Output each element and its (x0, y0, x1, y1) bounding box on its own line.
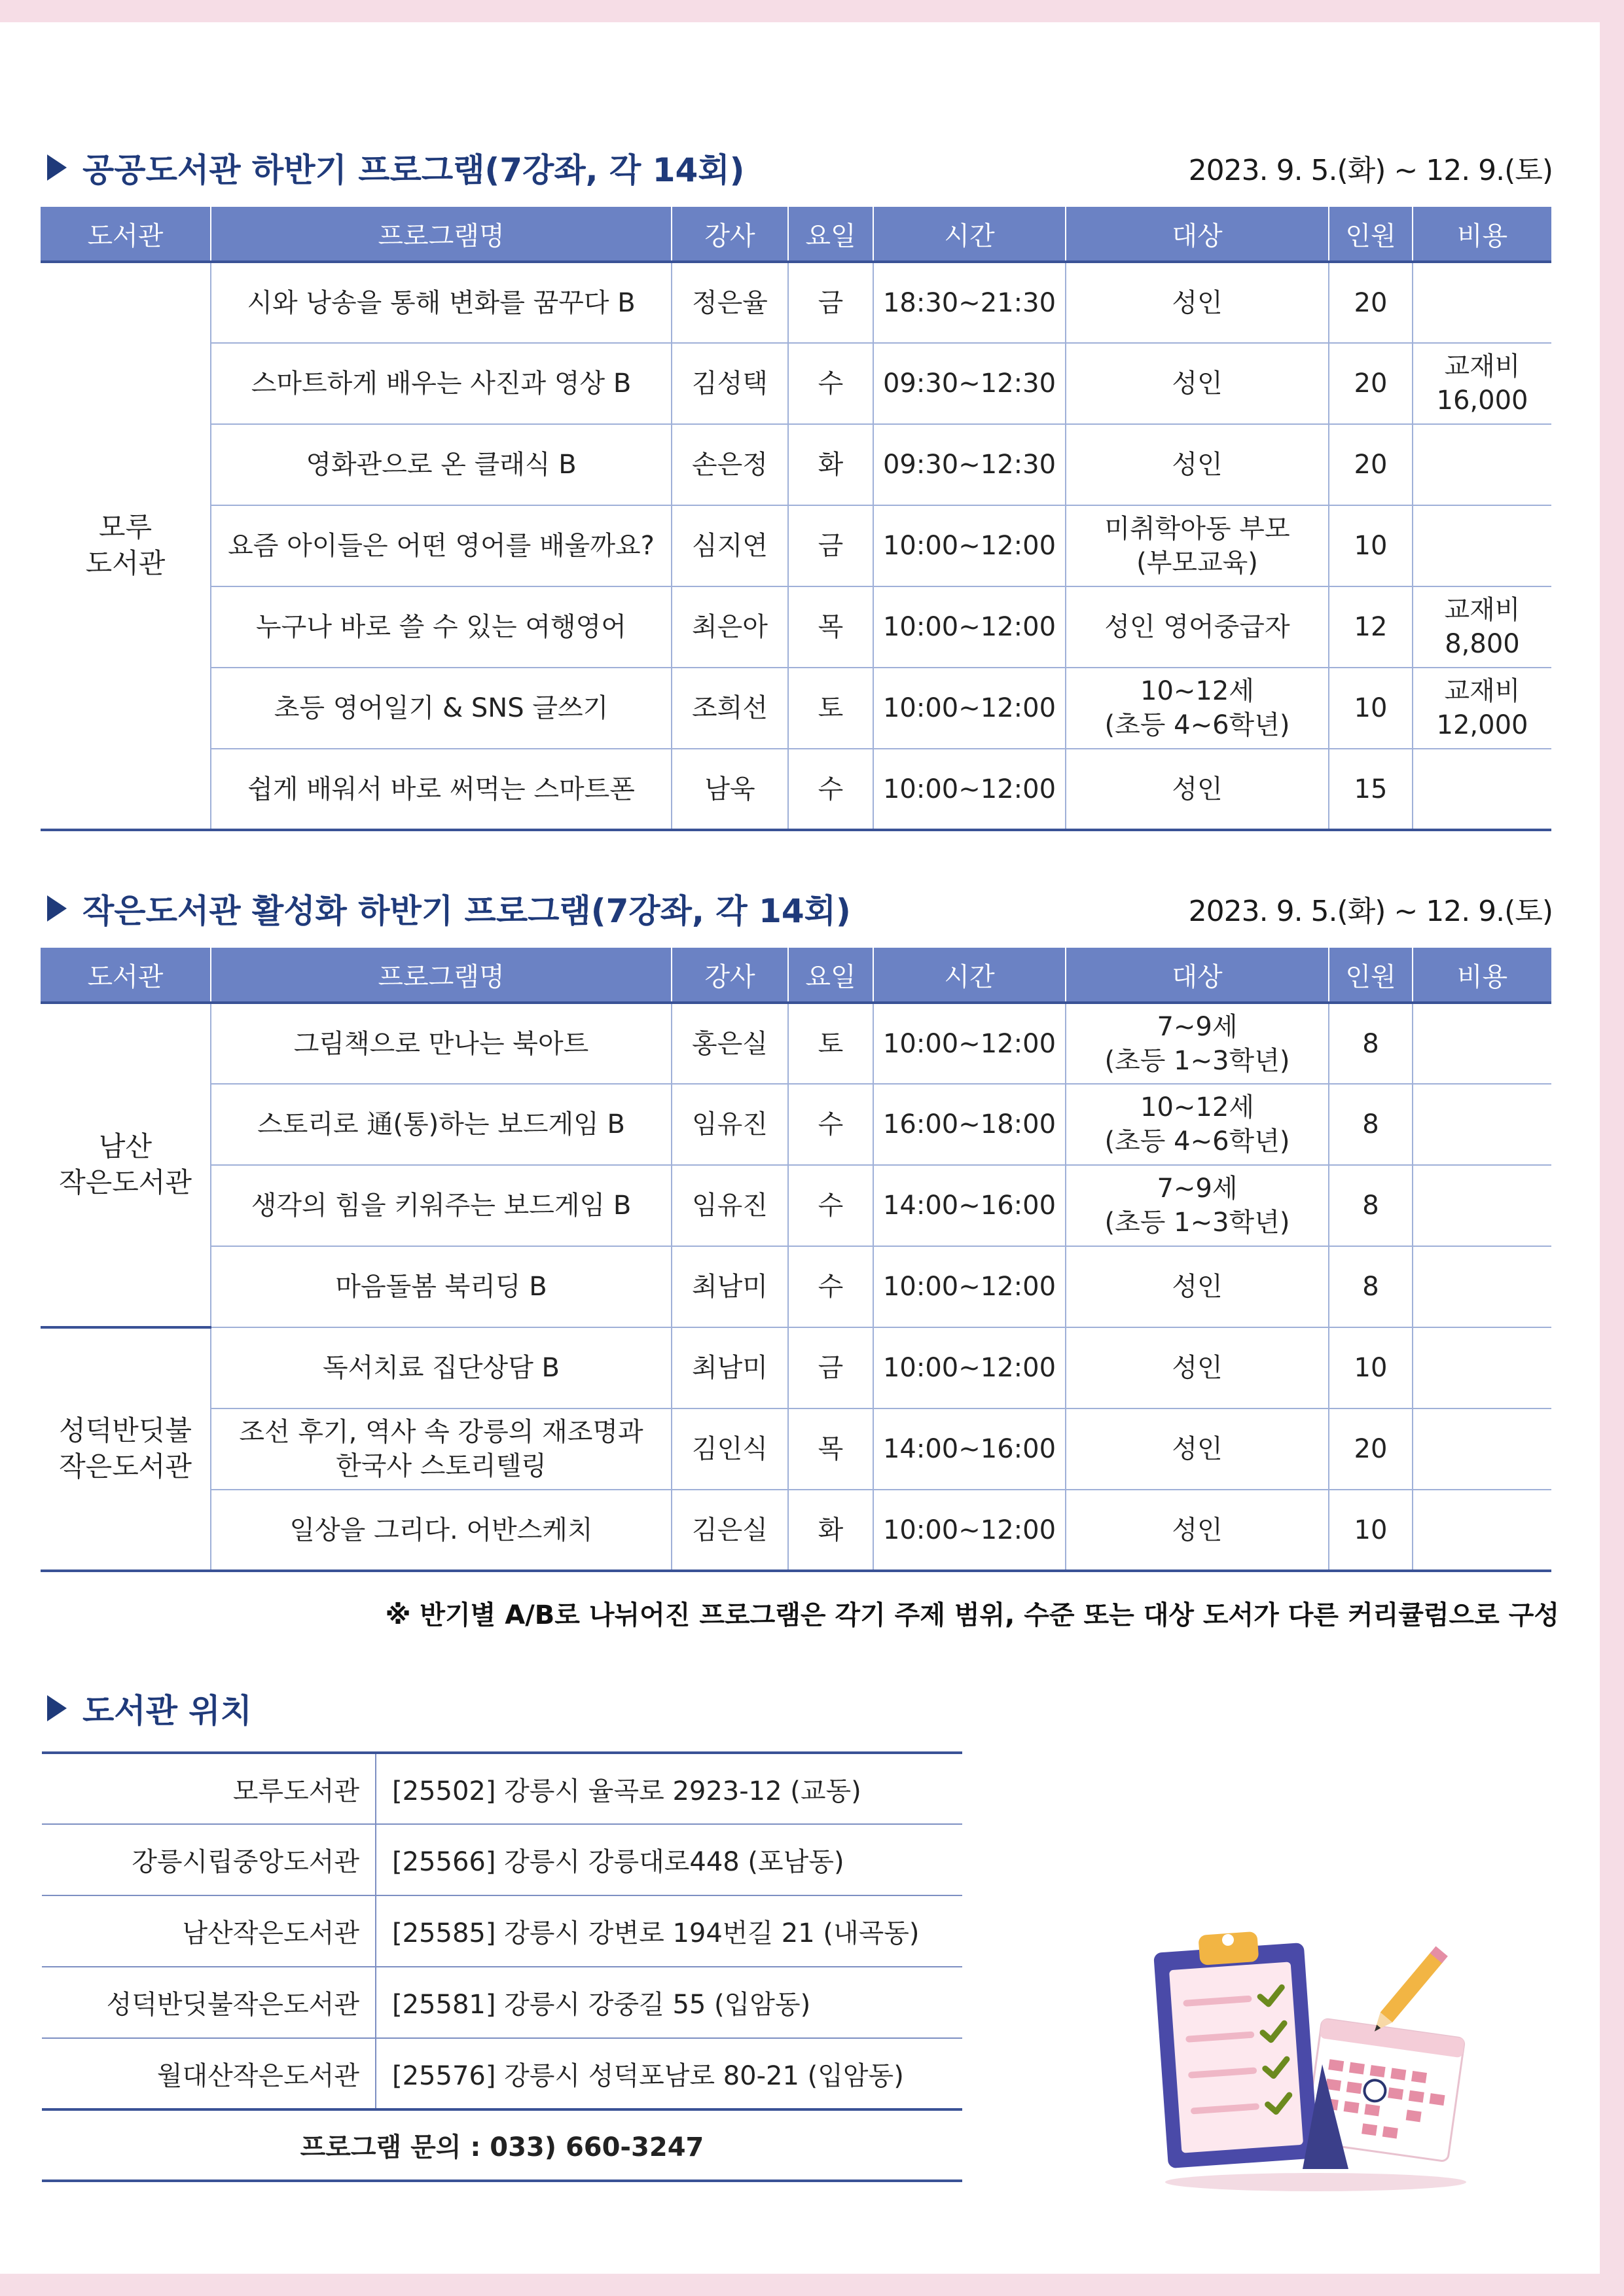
time: 10:00~12:00 (873, 1003, 1066, 1084)
headcount: 15 (1329, 749, 1413, 830)
location-library-name: 월대산작은도서관 (42, 2038, 376, 2109)
target: 성인 (1066, 1246, 1329, 1327)
time: 10:00~12:00 (873, 1490, 1066, 1571)
table-row (41, 749, 1551, 830)
time: 14:00~16:00 (873, 1408, 1066, 1490)
instructor: 임유진 (672, 1165, 788, 1246)
instructor: 홍은실 (672, 1003, 788, 1084)
triangle-bullet-icon (47, 895, 67, 922)
time: 09:30~12:30 (873, 424, 1066, 505)
contact-phone: 프로그램 문의 : 033) 660-3247 (42, 2109, 962, 2181)
instructor: 심지연 (672, 505, 788, 586)
cost (1413, 424, 1551, 505)
header-count: 인원 (1329, 207, 1413, 262)
table-row (41, 424, 1551, 505)
cost (1413, 1408, 1551, 1490)
program-name: 생각의 힘을 키워주는 보드게임 B (211, 1165, 672, 1246)
program-table-small (41, 948, 1551, 1572)
target: 성인 (1066, 1408, 1329, 1490)
cost (1413, 505, 1551, 586)
program-name: 초등 영어일기 & SNS 글쓰기 (211, 668, 672, 749)
target: 성인 (1066, 262, 1329, 343)
time: 10:00~12:00 (873, 668, 1066, 749)
headcount: 8 (1329, 1165, 1413, 1246)
program-table-public (41, 207, 1551, 831)
day: 수 (788, 343, 873, 424)
location-address: [25576] 강릉시 성덕포남로 80-21 (입암동) (376, 2038, 962, 2109)
header-target: 대상 (1066, 207, 1329, 262)
target: 성인 (1066, 1490, 1329, 1571)
header-count: 인원 (1329, 948, 1413, 1003)
program-name: 스마트하게 배우는 사진과 영상 B (211, 343, 672, 424)
cost (1413, 262, 1551, 343)
cost (1413, 1084, 1551, 1165)
headcount: 10 (1329, 1490, 1413, 1571)
time: 10:00~12:00 (873, 1246, 1066, 1327)
table-row (41, 1084, 1551, 1165)
section-1-title-text: 공공도서관 하반기 프로그램(7강좌, 각 14회) (82, 151, 745, 189)
cost: 교재비 8,800 (1413, 586, 1551, 668)
cost (1413, 1490, 1551, 1571)
table-row (41, 1003, 1551, 1084)
program-name: 마음돌봄 북리딩 B (211, 1246, 672, 1327)
table-row (41, 505, 1551, 586)
section-1-header (47, 141, 1553, 194)
headcount: 10 (1329, 505, 1413, 586)
time: 18:30~21:30 (873, 262, 1066, 343)
contact-row (42, 2109, 962, 2181)
triangle-bullet-icon (47, 1695, 67, 1721)
table-row (41, 586, 1551, 668)
target: 10~12세 (초등 4~6학년) (1066, 668, 1329, 749)
program-name: 일상을 그리다. 어반스케치 (211, 1490, 672, 1571)
section-2-date: 2023. 9. 5.(화) ~ 12. 9.(토) (1188, 895, 1553, 928)
header-day: 요일 (788, 948, 873, 1003)
program-name: 조선 후기, 역사 속 강릉의 재조명과 한국사 스토리텔링 (211, 1408, 672, 1490)
table-row (41, 668, 1551, 749)
table-header-row (41, 207, 1551, 262)
headcount: 20 (1329, 1408, 1413, 1490)
day: 목 (788, 1408, 873, 1490)
section-2-header (47, 882, 1553, 935)
instructor: 손은정 (672, 424, 788, 505)
day: 수 (788, 1165, 873, 1246)
page (0, 22, 1600, 2274)
location-header (47, 1682, 964, 1734)
instructor: 김은실 (672, 1490, 788, 1571)
location-row (42, 1967, 962, 2038)
instructor: 최은아 (672, 586, 788, 668)
header-time: 시간 (873, 207, 1066, 262)
day: 토 (788, 1003, 873, 1084)
target: 10~12세 (초등 4~6학년) (1066, 1084, 1329, 1165)
headcount: 20 (1329, 343, 1413, 424)
target: 성인 (1066, 1327, 1329, 1408)
section-1-title (47, 144, 745, 191)
location-address: [25502] 강릉시 율곡로 2923-12 (교동) (376, 1753, 962, 1824)
headcount: 12 (1329, 586, 1413, 668)
time: 10:00~12:00 (873, 749, 1066, 830)
header-cost: 비용 (1413, 948, 1551, 1003)
location-address: [25585] 강릉시 강변로 194번길 21 (내곡동) (376, 1895, 962, 1967)
program-name: 영화관으로 온 클래식 B (211, 424, 672, 505)
program-name: 요즘 아이들은 어떤 영어를 배울까요? (211, 505, 672, 586)
table-row (41, 1490, 1551, 1571)
header-library: 도서관 (41, 948, 211, 1003)
table-header-row (41, 948, 1551, 1003)
clipboard-checklist-icon (1126, 1920, 1492, 2195)
headcount: 20 (1329, 262, 1413, 343)
header-library: 도서관 (41, 207, 211, 262)
section-2-title-text: 작은도서관 활성화 하반기 프로그램(7강좌, 각 14회) (82, 892, 851, 930)
cost (1413, 1327, 1551, 1408)
target: 성인 (1066, 424, 1329, 505)
location-row (42, 2038, 962, 2109)
headcount: 8 (1329, 1084, 1413, 1165)
location-library-name: 남산작은도서관 (42, 1895, 376, 1967)
location-address: [25566] 강릉시 강릉대로448 (포남동) (376, 1824, 962, 1895)
instructor: 조희선 (672, 668, 788, 749)
day: 수 (788, 1246, 873, 1327)
day: 목 (788, 586, 873, 668)
target: 성인 (1066, 749, 1329, 830)
triangle-bullet-icon (47, 154, 67, 181)
target: 7~9세 (초등 1~3학년) (1066, 1003, 1329, 1084)
header-instructor: 강사 (672, 948, 788, 1003)
ab-note: ※ 반기별 A/B로 나뉘어진 프로그램은 각기 주제 범위, 수준 또는 대상 도서가 다른 커리큘럼으로 구성 (385, 1600, 1559, 1630)
section-1-date: 2023. 9. 5.(화) ~ 12. 9.(토) (1188, 154, 1553, 187)
location-library-name: 성덕반딧불작은도서관 (42, 1967, 376, 2038)
location-library-name: 모루도서관 (42, 1753, 376, 1824)
header-day: 요일 (788, 207, 873, 262)
program-name: 쉽게 배워서 바로 써먹는 스마트폰 (211, 749, 672, 830)
instructor: 임유진 (672, 1084, 788, 1165)
time: 10:00~12:00 (873, 505, 1066, 586)
cost (1413, 1003, 1551, 1084)
instructor: 최남미 (672, 1327, 788, 1408)
instructor: 정은율 (672, 262, 788, 343)
instructor: 김인식 (672, 1408, 788, 1490)
target: 성인 영어중급자 (1066, 586, 1329, 668)
day: 수 (788, 1084, 873, 1165)
headcount: 10 (1329, 1327, 1413, 1408)
instructor: 김성택 (672, 343, 788, 424)
target: 7~9세 (초등 1~3학년) (1066, 1165, 1329, 1246)
table-row (41, 343, 1551, 424)
header-program: 프로그램명 (211, 207, 672, 262)
time: 14:00~16:00 (873, 1165, 1066, 1246)
location-title (47, 1685, 252, 1732)
table-row (41, 1246, 1551, 1327)
library-name: 모루 도서관 (41, 262, 211, 830)
day: 금 (788, 1327, 873, 1408)
time: 09:30~12:30 (873, 343, 1066, 424)
table-row (41, 1165, 1551, 1246)
cost (1413, 1165, 1551, 1246)
program-name: 시와 낭송을 통해 변화를 꿈꾸다 B (211, 262, 672, 343)
header-cost: 비용 (1413, 207, 1551, 262)
program-name: 누구나 바로 쓸 수 있는 여행영어 (211, 586, 672, 668)
cost (1413, 1246, 1551, 1327)
program-name: 독서치료 집단상담 B (211, 1327, 672, 1408)
header-instructor: 강사 (672, 207, 788, 262)
program-name: 스토리로 通(통)하는 보드게임 B (211, 1084, 672, 1165)
cost: 교재비 16,000 (1413, 343, 1551, 424)
location-row (42, 1753, 962, 1824)
headcount: 10 (1329, 668, 1413, 749)
day: 화 (788, 1490, 873, 1571)
instructor: 최남미 (672, 1246, 788, 1327)
location-table (42, 1751, 962, 2182)
day: 화 (788, 424, 873, 505)
library-name: 남산 작은도서관 (41, 1003, 211, 1327)
header-program: 프로그램명 (211, 948, 672, 1003)
headcount: 8 (1329, 1246, 1413, 1327)
section-2-title (47, 885, 851, 932)
table-row (41, 1408, 1551, 1490)
time: 10:00~12:00 (873, 586, 1066, 668)
header-target: 대상 (1066, 948, 1329, 1003)
target: 미취학아동 부모 (부모교육) (1066, 505, 1329, 586)
table-row (41, 1327, 1551, 1408)
day: 금 (788, 262, 873, 343)
time: 10:00~12:00 (873, 1327, 1066, 1408)
time: 16:00~18:00 (873, 1084, 1066, 1165)
program-name: 그림책으로 만나는 북아트 (211, 1003, 672, 1084)
cost: 교재비 12,000 (1413, 668, 1551, 749)
day: 금 (788, 505, 873, 586)
library-name: 성덕반딧불 작은도서관 (41, 1327, 211, 1571)
header-time: 시간 (873, 948, 1066, 1003)
instructor: 남욱 (672, 749, 788, 830)
table-row (41, 262, 1551, 343)
headcount: 20 (1329, 424, 1413, 505)
location-library-name: 강릉시립중앙도서관 (42, 1824, 376, 1895)
location-row (42, 1824, 962, 1895)
target: 성인 (1066, 343, 1329, 424)
headcount: 8 (1329, 1003, 1413, 1084)
day: 수 (788, 749, 873, 830)
cost (1413, 749, 1551, 830)
location-title-text: 도서관 위치 (82, 1692, 252, 1730)
location-address: [25581] 강릉시 강중길 55 (입암동) (376, 1967, 962, 2038)
location-row (42, 1895, 962, 1967)
day: 토 (788, 668, 873, 749)
